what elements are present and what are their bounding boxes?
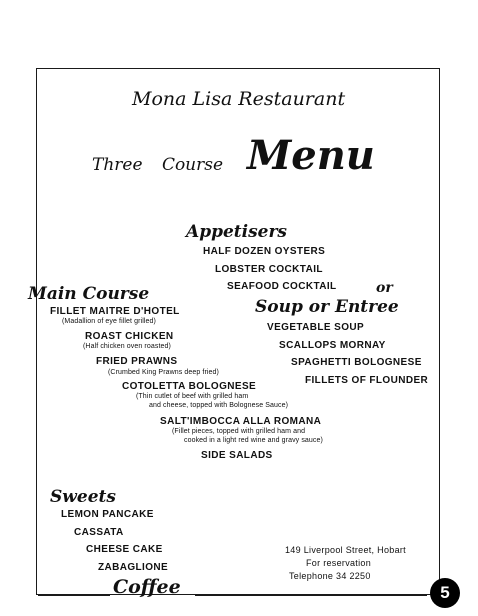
main-course-desc: (Thin cutlet of beef with grilled ham [136,393,249,400]
main-course-desc: (Half chicken oven roasted) [83,343,171,350]
main-course-desc: (Madallion of eye fillet grilled) [62,318,156,325]
appetiser-item: LOBSTER COCKTAIL [215,264,323,275]
sweets-item: CASSATA [74,527,124,538]
reservation-label: For reservation [306,558,372,568]
soup-entree-item: VEGETABLE SOUP [267,322,365,333]
three-course-label: Three Course [92,155,224,175]
main-course-item: FRIED PRAWNS [96,356,178,367]
main-course-item: SALT'IMBOCCA ALLA ROMANA [160,416,322,427]
main-course-item: FILLET MAITRE D'HOTEL [50,306,180,317]
appetiser-item: SEAFOOD COCKTAIL [227,281,337,292]
main-course-item: SIDE SALADS [201,450,273,461]
menu-title: Menu [247,132,375,179]
main-course-desc: and cheese, topped with Bolognese Sauce) [149,402,289,409]
soup-entree-heading: Soup or Entree [255,297,399,317]
soup-entree-item: FILLETS OF FLOUNDER [305,375,429,386]
coffee-line-right [195,594,427,596]
sweets-item: LEMON PANCAKE [61,509,154,520]
restaurant-name: Mona Lisa Restaurant [132,88,346,110]
main-course-desc: cooked in a light red wine and gravy sauce) [184,437,323,444]
or-label: or [376,280,393,296]
sweets-item: CHEESE CAKE [86,544,163,555]
main-course-desc: (Fillet pieces, topped with grilled ham and [172,428,306,435]
main-course-desc: (Crumbed King Prawns deep fried) [108,369,219,376]
coffee-line-left [38,594,110,596]
sweets-item: ZABAGLIONE [98,562,169,573]
main-course-heading: Main Course [28,284,150,304]
page-number-badge: 5 [430,578,460,608]
main-course-item: COTOLETTA BOLOGNESE [122,381,257,392]
coffee-label: Coffee [113,576,181,598]
sweets-heading: Sweets [50,487,116,507]
telephone-number: Telephone 34 2250 [289,571,371,581]
appetisers-heading: Appetisers [186,222,288,242]
soup-entree-item: SCALLOPS MORNAY [279,340,386,351]
appetiser-item: HALF DOZEN OYSTERS [203,246,326,257]
restaurant-address: 149 Liverpool Street, Hobart [285,545,406,555]
main-course-item: ROAST CHICKEN [85,331,174,342]
soup-entree-item: SPAGHETTI BOLOGNESE [291,357,422,368]
